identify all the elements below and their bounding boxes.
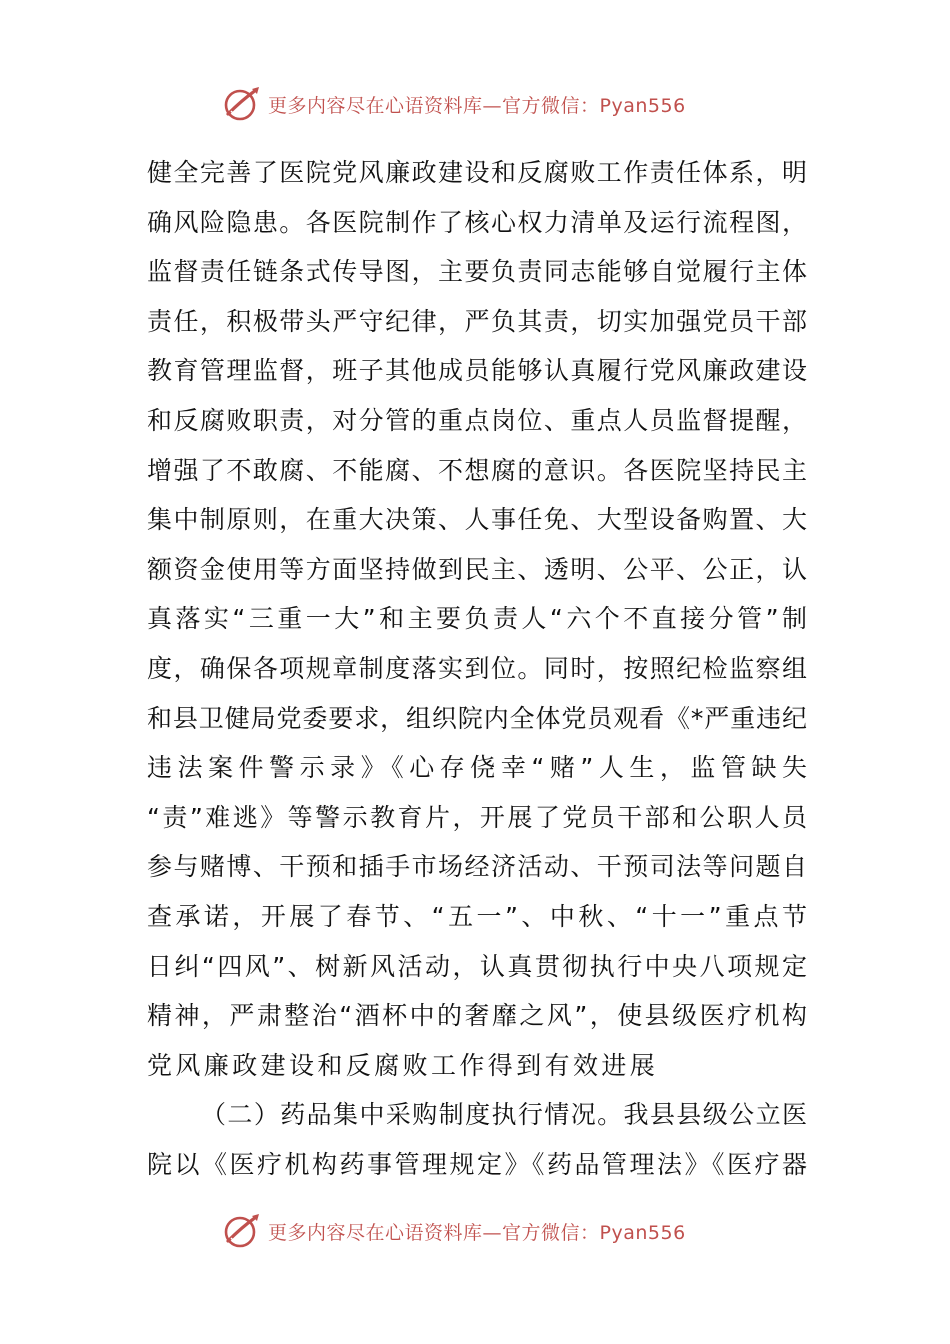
text-line: 责任，积极带头严守纪律，严负其责，切实加强党员干部 xyxy=(147,306,807,336)
text-line: 党风廉政建设和反腐败工作得到有效进展 xyxy=(147,1050,659,1080)
watermark-wechat-id: Pyan556 xyxy=(599,1221,686,1244)
text-line: 查承诺，开展了春节、“五一”、中秋、“十一”重点节 xyxy=(147,901,807,931)
text-line: 增强了不敢腐、不能腐、不想腐的意识。各医院坚持民主 xyxy=(147,455,807,485)
text-line: 额资金使用等方面坚持做到民主、透明、公平、公正，认 xyxy=(147,554,807,584)
text-line: 精神，严肃整治“酒杯中的奢靡之风”，使县级医疗机构 xyxy=(147,1001,807,1031)
pen-logo-icon xyxy=(222,84,262,124)
pen-logo-icon xyxy=(222,1211,262,1251)
text-line: 监督责任链条式传导图，主要负责同志能够自觉履行主体 xyxy=(147,257,807,287)
text-line: 真落实“三重一大”和主要负责人“六个不直接分管”制 xyxy=(147,604,807,634)
document-body xyxy=(147,148,807,1189)
text-line: 日纠“四风”、树新风活动，认真贯彻执行中央八项规定 xyxy=(147,951,807,981)
text-line: 度，确保各项规章制度落实到位。同时，按照纪检监察组 xyxy=(147,653,807,683)
text-line: 参与赌博、干预和插手市场经济活动、干预司法等问题自 xyxy=(147,852,807,882)
text-line: “责”难逃》等警示教育片，开展了党员干部和公职人员 xyxy=(147,802,807,832)
text-line: 和反腐败职责，对分管的重点岗位、重点人员监督提醒， xyxy=(147,405,807,435)
text-line: 确风险隐患。各医院制作了核心权力清单及运行流程图， xyxy=(147,207,807,237)
watermark-text xyxy=(268,1218,686,1245)
text-line: 和县卫健局党委要求，组织院内全体党员观看《*严重违纪 xyxy=(147,703,807,733)
header-watermark xyxy=(222,84,686,124)
text-line: 违法案件警示录》《心存侥幸“赌”人生，监管缺失 xyxy=(147,753,807,783)
watermark-label: 更多内容尽在心语资料库—官方微信： xyxy=(268,1221,600,1244)
watermark-wechat-id: Pyan556 xyxy=(599,94,686,117)
watermark-text xyxy=(268,91,686,118)
text-line: 健全完善了医院党风廉政建设和反腐败工作责任体系，明 xyxy=(147,158,807,187)
footer-watermark xyxy=(222,1211,686,1251)
text-line: 院以《医疗机构药事管理规定》《药品管理法》《医疗器 xyxy=(147,1149,807,1179)
text-line: 教育管理监督，班子其他成员能够认真履行党风廉政建设 xyxy=(147,356,807,386)
text-line: 集中制原则，在重大决策、人事任免、大型设备购置、大 xyxy=(147,505,807,535)
watermark-label: 更多内容尽在心语资料库—官方微信： xyxy=(268,94,600,117)
section-heading-line: （二）药品集中采购制度执行情况。我县县级公立医 xyxy=(201,1100,807,1130)
